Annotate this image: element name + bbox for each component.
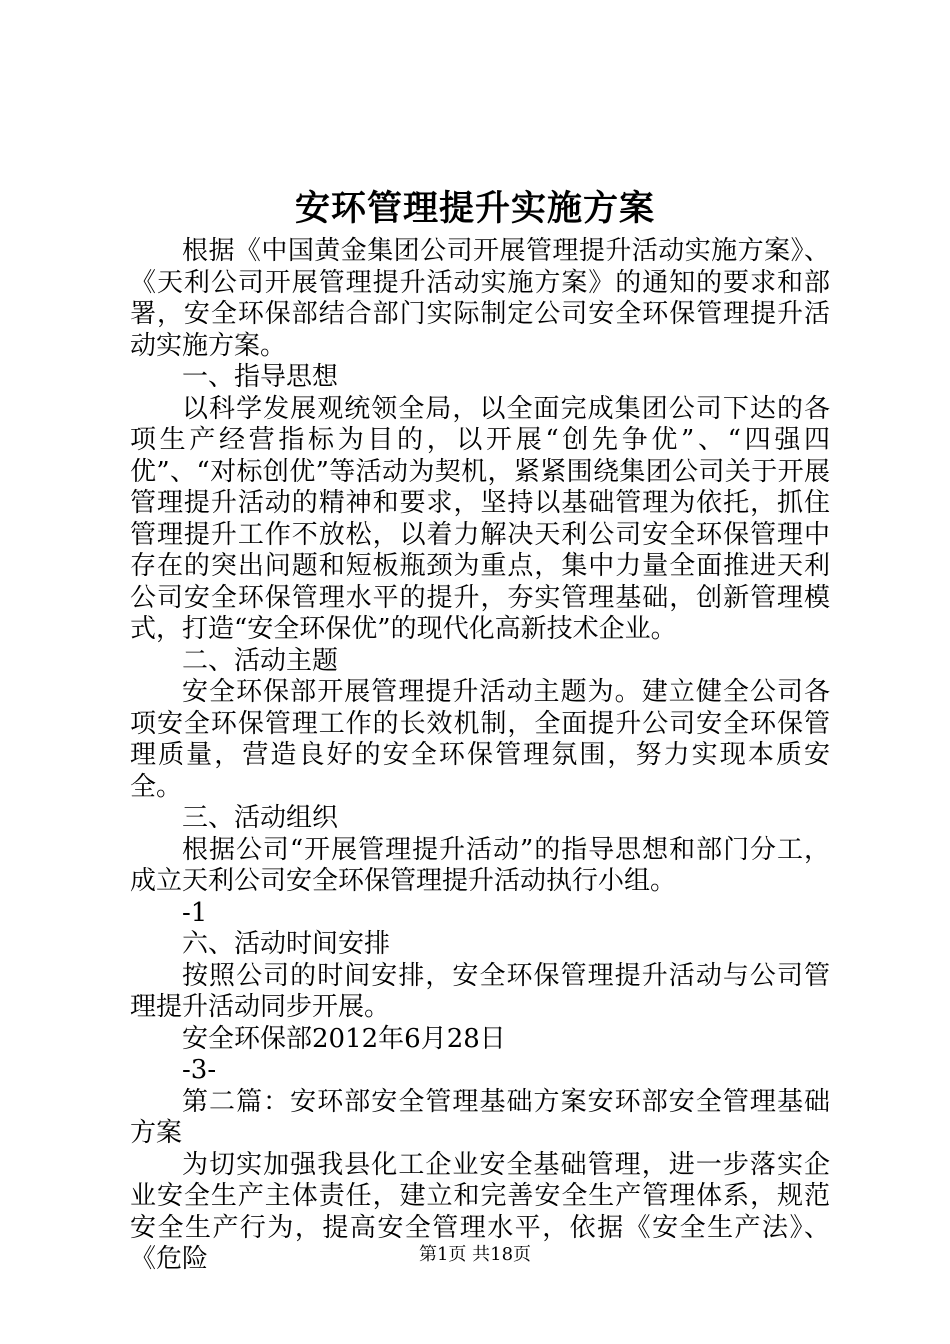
section-heading-activity-organization: 三、活动组织 <box>182 803 339 833</box>
inline-page-marker: -3- <box>182 1055 217 1085</box>
guiding-ideology-paragraph: 以科学发展观统领全局，以全面完成集团公司下达的各项生产经营指标为目的，以开展“创先争优”、“四强四优”、“对标创优”等活动为契机，紧紧围绕集团公司关于开展管理提升活动的精神和要求，坚持以基础管理为依托，抓住管理提升工作不放松，以着力解决天利公司安全环保管理中存在的突出问题和短板瓶颈为重点，集中力量全面推进天利公司安全环保管理水平的提升，夯实管理基础，创新管理模式，打造“安全环保优”的现代化高新技术企业。 <box>130 393 830 644</box>
document-body <box>130 236 830 1276</box>
second-part-heading: 第二篇：安环部安全管理基础方案安环部安全管理基础方案 <box>130 1086 830 1148</box>
intro-paragraph: 根据《中国黄金集团公司开展管理提升活动实施方案》、《天利公司开展管理提升活动实施方案》的通知的要求和部署，安全环保部结合部门实际制定公司安全环保管理提升活动实施方案。 <box>130 236 830 361</box>
signature-date-line: 安全环保部2012年6月28日 <box>182 1023 506 1054</box>
section-heading-activity-theme: 二、活动主题 <box>182 645 339 676</box>
activity-organization-paragraph: 根据公司“开展管理提升活动”的指导思想和部门分工，成立天利公司安全环保管理提升活动执行小组。 <box>130 834 830 896</box>
section-heading-guiding-ideology: 一、指导思想 <box>182 362 339 392</box>
section-heading-schedule: 六、活动时间安排 <box>182 929 391 959</box>
activity-theme-paragraph: 安全环保部开展管理提升活动主题为。建立健全公司各项安全环保管理工作的长效机制，全面提升公司安全环保管理质量，营造良好的安全环保管理氛围，努力实现本质安全。 <box>130 677 830 802</box>
schedule-paragraph: 按照公司的时间安排，安全环保管理提升活动与公司管理提升活动同步开展。 <box>130 960 830 1022</box>
document-title: 安环管理提升实施方案 <box>294 188 655 229</box>
second-part-paragraph: 为切实加强我县化工企业安全基础管理，进一步落实企业安全生产主体责任，建立和完善安全生产管理体系，规范安全生产行为，提高安全管理水平，依据《安全生产法》、《危险 <box>130 1149 830 1274</box>
page-number-footer: 第1页 共18页 <box>418 1244 532 1265</box>
inline-page-marker: -1 <box>182 897 208 928</box>
